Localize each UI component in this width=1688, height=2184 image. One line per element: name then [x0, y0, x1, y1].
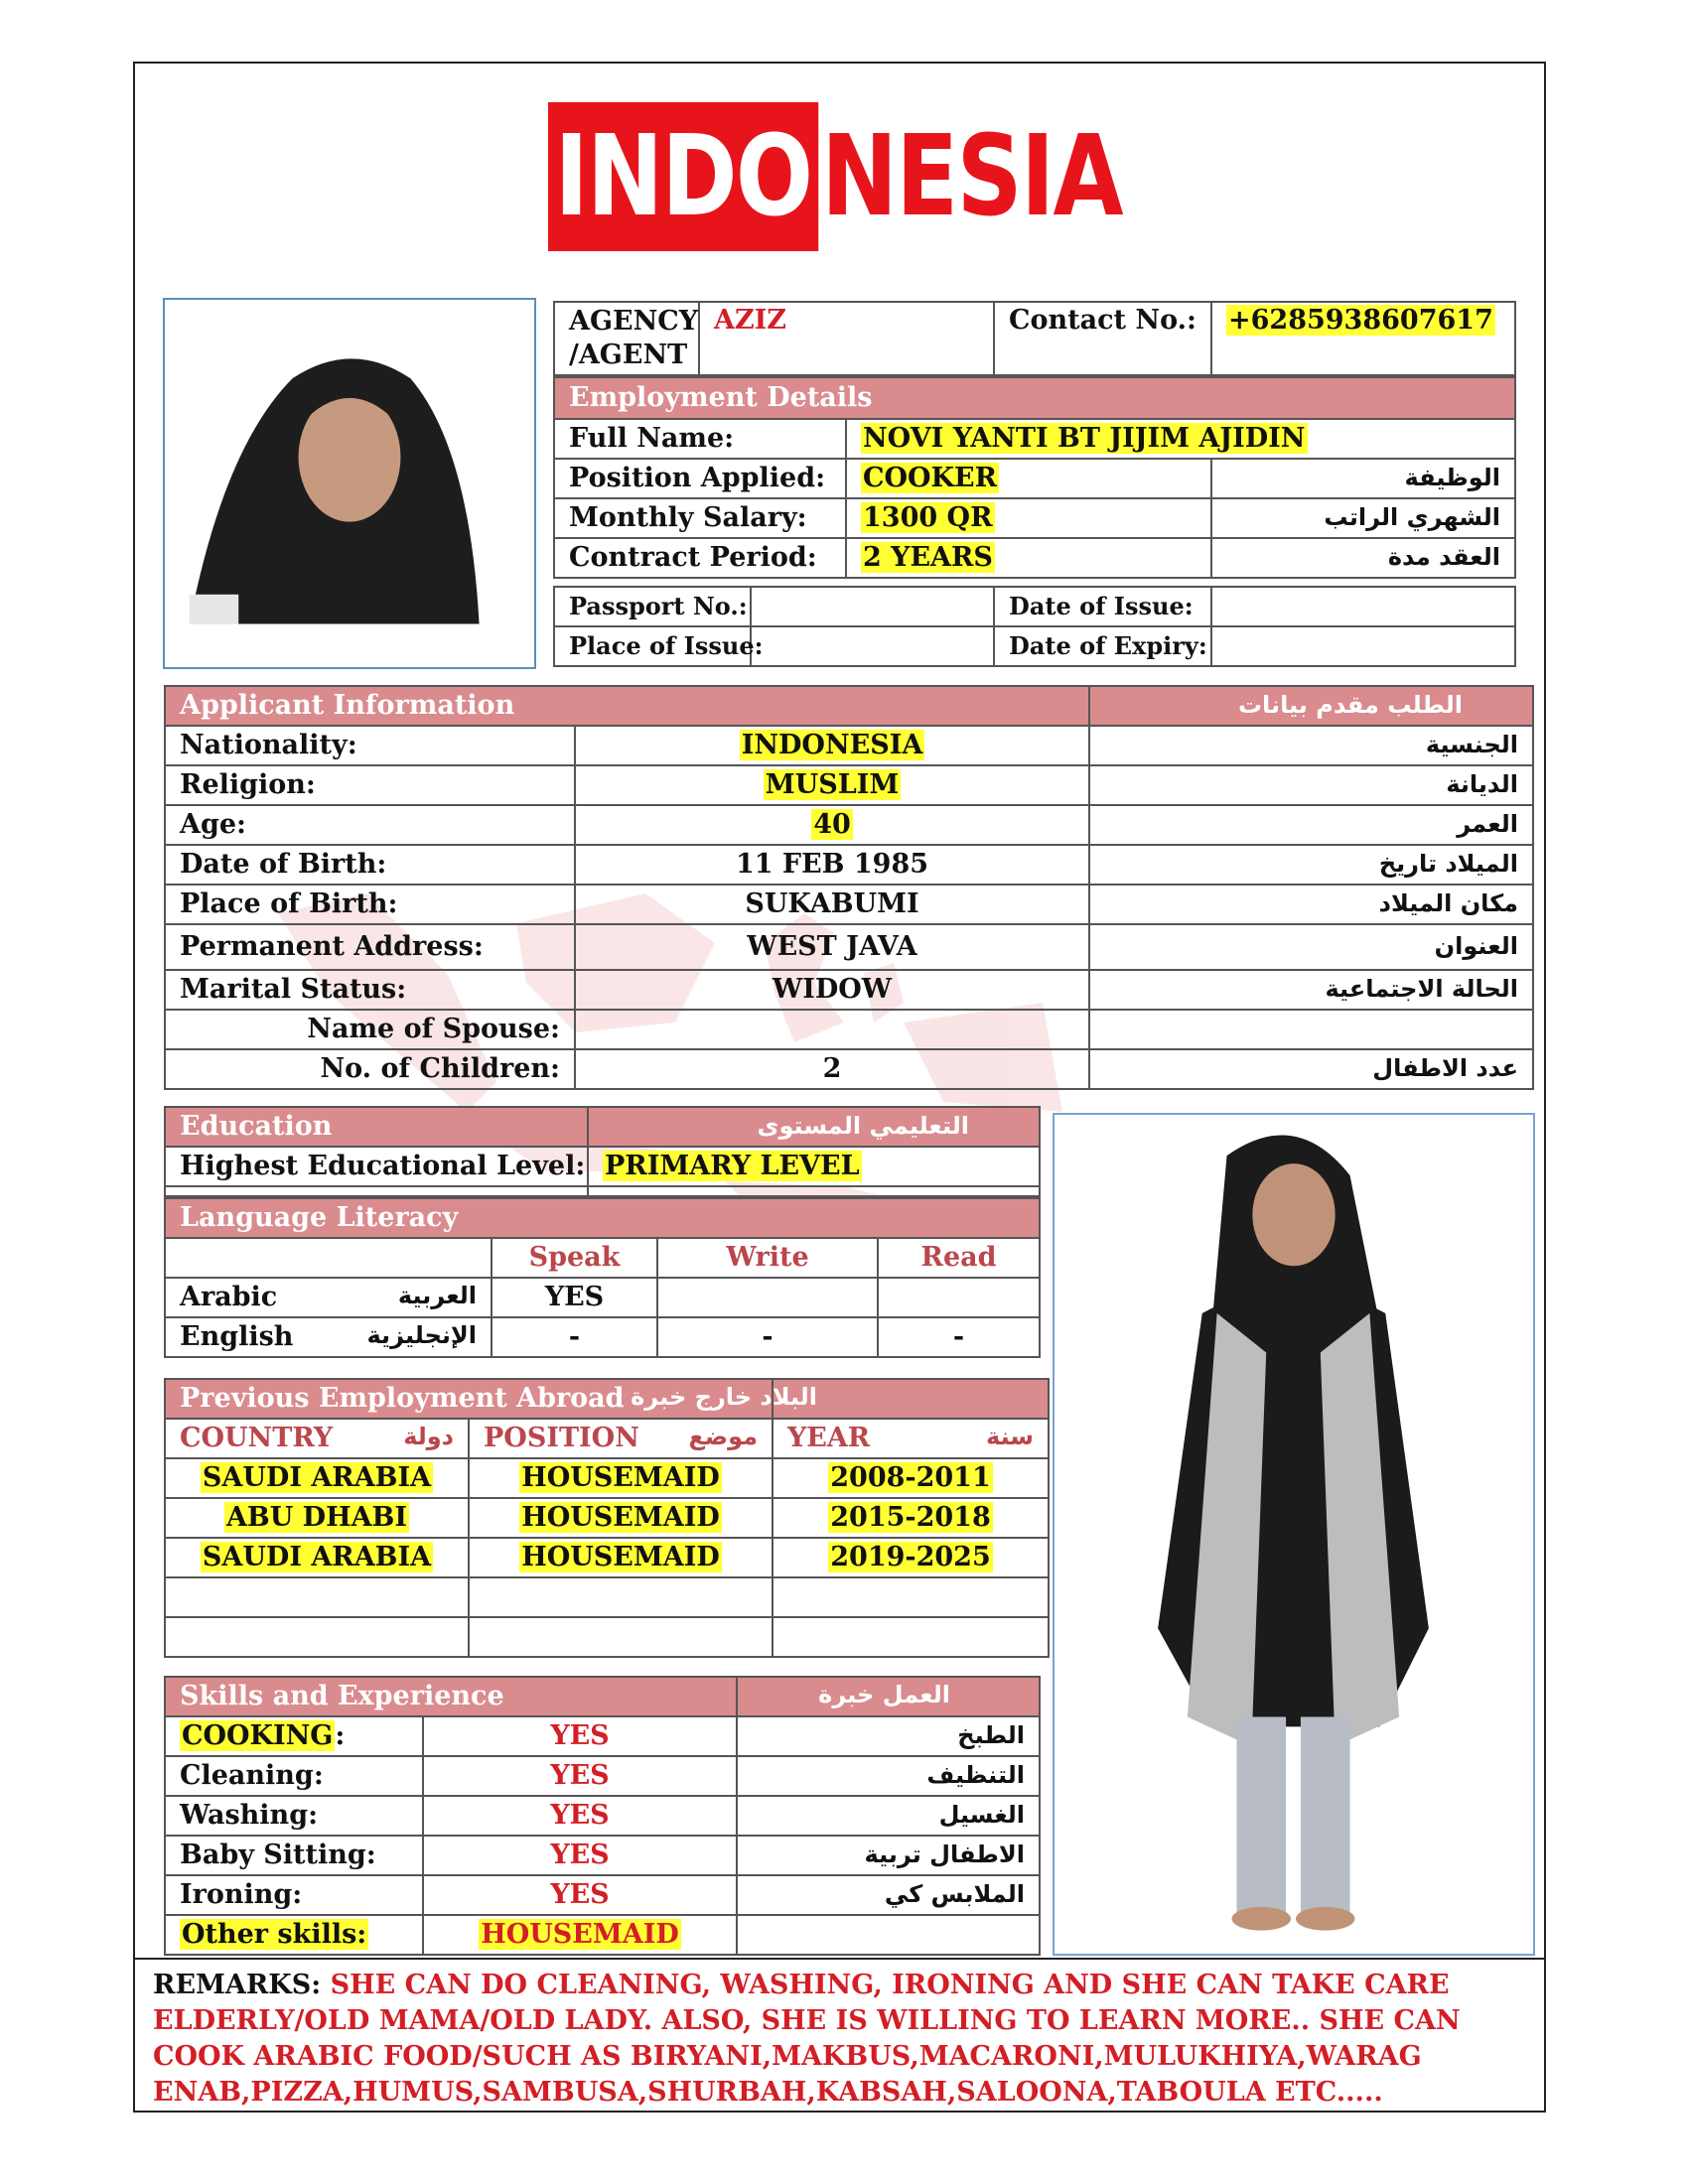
- contact-label: Contact No.:: [994, 302, 1211, 375]
- remarks-box: [133, 1958, 1546, 2113]
- table-row: Baby Sitting: YES الاطفال تربية: [165, 1836, 1040, 1875]
- salary-arabic: الشهري الراتب: [1211, 498, 1515, 538]
- col-speak: Speak: [492, 1238, 657, 1278]
- table-row: COOKING: YES الطبخ: [165, 1716, 1040, 1756]
- education-header: Education: [165, 1107, 588, 1147]
- position-label: Position Applied:: [554, 459, 846, 498]
- language-header: Language Literacy: [165, 1198, 1040, 1238]
- table-row: Cleaning: YES التنظيف: [165, 1756, 1040, 1796]
- table-row: Washing: YES الغسيل: [165, 1796, 1040, 1836]
- col-year: YEAR سنة: [773, 1419, 1049, 1458]
- remarks-text: SHE CAN DO CLEANING, WASHING, IRONING AND SHE CAN TAKE CARE ELDERLY/OLD MAMA/OLD LADY. ALSO, SHE IS WILLING TO LEARN MORE.. SHE CAN COOK ARABIC FOOD/SUCH AS BIRYANI,MAKBUS,MACARONI,MULUKHIYA,WARAG ENAB,PIZZA,HUMUS,SAMBUSA,SHURBAH,KABSAH,SALOONA,TABOULA ETC.....: [153, 1970, 1461, 2108]
- expiry-date-value: [1211, 626, 1515, 666]
- agency-value: AZIZ: [699, 302, 994, 375]
- table-row: Other skills: HOUSEMAID: [165, 1915, 1040, 1955]
- applicant-header-arabic: الطلب مقدم بيانات: [1089, 686, 1533, 726]
- previous-employment-table: [164, 1378, 1050, 1658]
- passport-no-label: Passport No.:: [554, 587, 751, 626]
- headshot-photo: [163, 298, 536, 669]
- passport-no-value: [751, 587, 994, 626]
- language-table: [164, 1197, 1041, 1358]
- expiry-date-label: Date of Expiry:: [994, 626, 1211, 666]
- col-read: Read: [878, 1238, 1040, 1278]
- table-row: SAUDI ARABIA HOUSEMAID 2008-2011: [165, 1458, 1049, 1498]
- issue-date-value: [1211, 587, 1515, 626]
- full-name-value: NOVI YANTI BT JIJIM AJIDIN: [846, 419, 1515, 459]
- position-arabic: الوظيفة: [1211, 459, 1515, 498]
- issue-date-label: Date of Issue:: [994, 587, 1211, 626]
- contract-value: 2 YEARS: [846, 538, 1211, 578]
- table-row: SAUDI ARABIA HOUSEMAID 2019-2025: [165, 1538, 1049, 1577]
- position-value: COOKER: [846, 459, 1211, 498]
- passport-table: [553, 586, 1516, 667]
- education-table: [164, 1106, 1041, 1197]
- table-row: English الإنجليزية - - -: [165, 1317, 1040, 1357]
- contract-arabic: العقد مدة: [1211, 538, 1515, 578]
- skills-table: [164, 1676, 1041, 1956]
- place-issue-label: Place of Issue:: [554, 626, 751, 666]
- table-row: [165, 1617, 1049, 1657]
- table-row: Date of Birth: 11 FEB 1985 الميلاد تاريخ: [165, 845, 1533, 885]
- place-issue-value: [751, 626, 994, 666]
- agency-label: AGENCY /AGENT: [554, 302, 699, 375]
- table-row: Age: 40 العمر: [165, 805, 1533, 845]
- contact-value: +6285938607617: [1211, 302, 1515, 375]
- employment-details-table: [553, 376, 1516, 579]
- remarks-label: REMARKS:: [153, 1970, 322, 2000]
- full-name-label: Full Name:: [554, 419, 846, 459]
- title-plain: NESIA: [821, 112, 1122, 241]
- table-row: [165, 1577, 1049, 1617]
- table-row: Place of Birth: SUKABUMI مكان الميلاد: [165, 885, 1533, 924]
- contract-label: Contract Period:: [554, 538, 846, 578]
- agency-table: [553, 301, 1516, 376]
- col-country: COUNTRY دولة: [165, 1419, 469, 1458]
- table-row: ABU DHABI HOUSEMAID 2015-2018: [165, 1498, 1049, 1538]
- applicant-header: Applicant Information: [165, 686, 1089, 726]
- applicant-info-table: [164, 685, 1534, 1090]
- col-position: POSITION موضع: [469, 1419, 773, 1458]
- full-body-photo: [1053, 1113, 1535, 1956]
- previous-header: Previous Employment Abroad البلاد خارج خبرة: [165, 1379, 773, 1419]
- education-header-arabic: التعليمي المستوى: [588, 1107, 1040, 1147]
- education-value: PRIMARY LEVEL: [588, 1147, 1040, 1186]
- title-boxed: INDO: [548, 102, 818, 251]
- table-row: Marital Status: WIDOW الحالة الاجتماعية: [165, 970, 1533, 1010]
- table-row: Ironing: YES الملابس كي: [165, 1875, 1040, 1915]
- country-title: [548, 102, 1122, 251]
- salary-value: 1300 QR: [846, 498, 1211, 538]
- col-write: Write: [657, 1238, 878, 1278]
- table-row: Arabic العربية YES: [165, 1278, 1040, 1317]
- skills-header: Skills and Experience العمل خبرة: [165, 1677, 737, 1716]
- table-row: No. of Children: 2 عدد الاطفال: [165, 1049, 1533, 1089]
- table-row: Permanent Address: WEST JAVA العنوان: [165, 924, 1533, 970]
- education-label: Highest Educational Level:: [165, 1147, 588, 1186]
- table-row: Nationality: INDONESIA الجنسية: [165, 726, 1533, 765]
- employment-header: Employment Details: [554, 377, 1515, 419]
- table-row: Religion: MUSLIM الديانة: [165, 765, 1533, 805]
- salary-label: Monthly Salary:: [554, 498, 846, 538]
- table-row: Name of Spouse:: [165, 1010, 1533, 1049]
